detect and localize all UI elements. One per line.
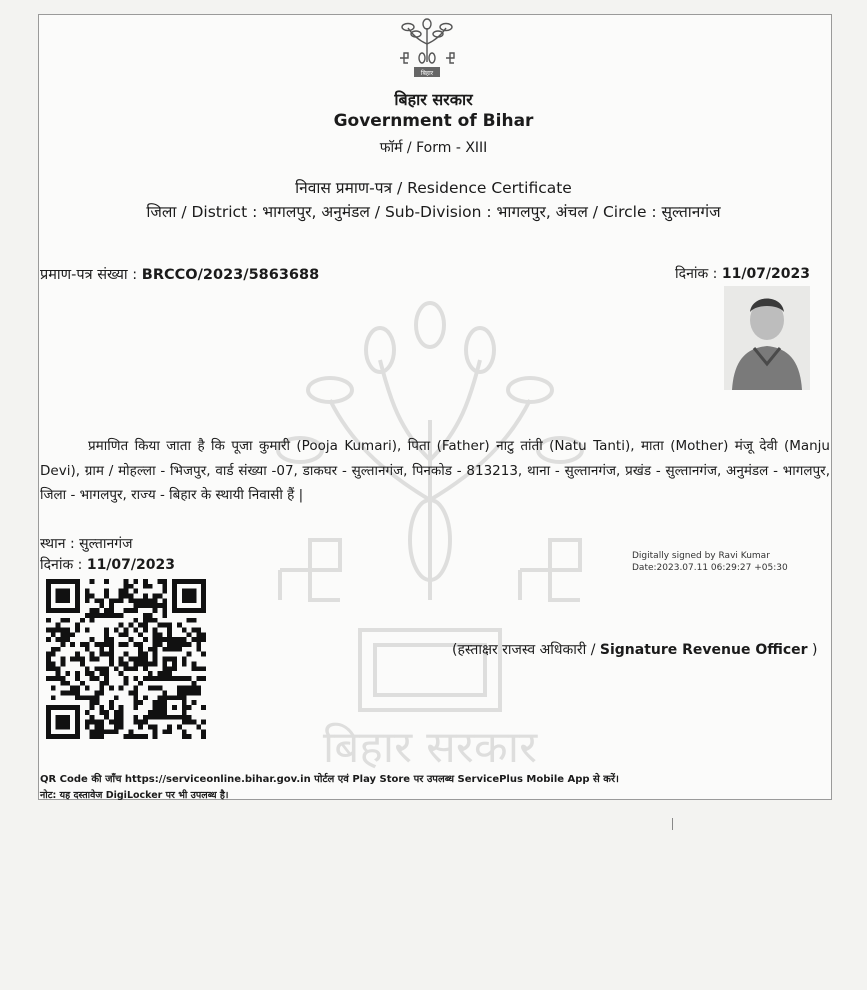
digilocker-note: नोट: यह दस्तावेज DigiLocker पर भी उपलब्ध है। — [40, 790, 229, 801]
bihar-emblem-icon — [392, 18, 462, 80]
digital-signature — [632, 550, 788, 574]
signature-english: Signature Revenue Officer — [599, 642, 808, 658]
footer-date-value: 11/07/2023 — [86, 557, 175, 573]
watermark-text: बिहार सरकार — [322, 722, 538, 773]
digital-signature-name: Digitally signed by Ravi Kumar — [632, 551, 770, 561]
qr-verification-note: QR Code की जाँच https://serviceonline.bihar.gov.in पोर्टल एवं Play Store पर उपलब्ध ServicePlus Mobile App से करें। — [40, 774, 619, 785]
gov-english-title: Government of Bihar — [333, 111, 534, 131]
emblem-caption: बिहार — [420, 70, 434, 77]
certificate-number — [40, 264, 319, 284]
digital-signature-date: Date:2023.07.11 06:29:27 +05:30 — [632, 563, 788, 573]
footer-date-label: दिनांक : — [40, 557, 87, 573]
certificate-number-label: प्रमाण-पत्र संख्या : — [40, 267, 142, 283]
gov-hindi-title: बिहार सरकार — [394, 90, 473, 109]
place: स्थान : सुल्तानगंज — [40, 536, 133, 552]
issue-date-label: दिनांक : — [675, 266, 722, 282]
bihar-emblem-watermark — [260, 300, 600, 780]
issue-date — [660, 264, 810, 283]
certificate-body: प्रमाणित किया जाता है कि पूजा कुमारी (Pooja Kumari), पिता (Father) नाटु तांती (Natu Tanti), माता (Mother) मंजू देवी (Manju Devi), ग्राम / मोहल्ला - भिजपुर, वार्ड संख्या -07, डाकघर - सुल्तानगंज, पिनकोड - 813213, थाना - सुल्तानगंज, प्रखंड - सुल्तानगंज, अनुमंडल - भागलपुर, जिला - भागलपुर, राज्य - बिहार के स्थायी निवासी हैं | — [40, 438, 830, 503]
form-number: फॉर्म / Form - XIII — [379, 140, 488, 156]
signature-close: ) — [807, 642, 818, 658]
issue-date-value: 11/07/2023 — [721, 266, 810, 282]
signature-hindi: (हस्ताक्षर राजस्व अधिकारी / — [452, 642, 600, 658]
district-line: जिला / District : भागलपुर, अनुमंडल / Sub-Division : भागलपुर, अंचल / Circle : सुल्तानगंज — [146, 203, 721, 221]
certificate-title: निवास प्रमाण-पत्र / Residence Certificate — [295, 179, 572, 197]
scan-mark — [672, 818, 673, 830]
qr-code — [46, 579, 206, 739]
person-photo-icon — [724, 286, 810, 390]
footer-date — [40, 555, 175, 574]
signature-line — [452, 640, 817, 659]
applicant-photo — [724, 286, 810, 390]
certificate-number-value: BRCCO/2023/5863688 — [141, 267, 320, 283]
